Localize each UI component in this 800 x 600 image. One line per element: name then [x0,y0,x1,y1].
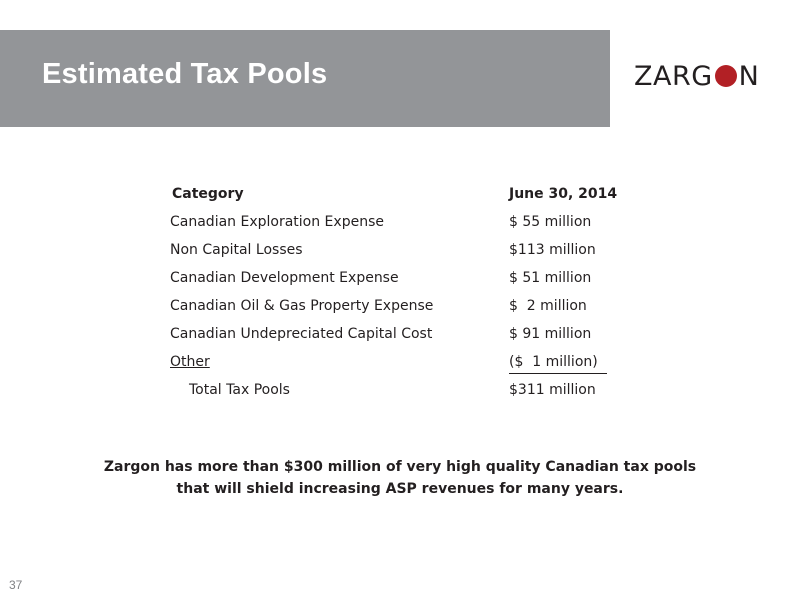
tax-pools-table [168,180,628,404]
slide-title: Estimated Tax Pools [42,58,328,90]
row-value: $ 51 million [509,270,592,286]
table-row [168,264,628,292]
row-category: Canadian Development Expense [170,270,399,286]
row-value: $ 55 million [509,214,592,230]
header-date: June 30, 2014 [509,186,618,202]
table-row [168,320,628,348]
row-category: Canadian Exploration Expense [170,214,384,230]
row-value [509,348,607,376]
total-label: Total Tax Pools [189,382,290,398]
summary-line-1: Zargon has more than $300 million of very high quality Canadian tax pools [103,459,697,475]
table-row [168,208,628,236]
row-category: Other [170,354,210,370]
header-category: Category [172,186,244,202]
logo-text-start: ZARG [634,60,713,92]
row-category: Canadian Oil & Gas Property Expense [170,298,434,314]
row-category: Canadian Undepreciated Capital Cost [170,326,433,342]
summary-line-2: that will shield increasing ASP revenues for many years. [176,481,624,497]
table-row [168,348,628,376]
row-value-underlined: ($ 1 million) [509,351,607,374]
row-value: $ 2 million [509,298,587,314]
row-value: $113 million [509,242,596,258]
row-category: Non Capital Losses [170,242,303,258]
table-row [168,236,628,264]
summary-statement [100,456,700,500]
total-value: $311 million [509,382,596,398]
table-row [168,292,628,320]
table-header-row [168,180,628,208]
page-number: 37 [9,578,23,592]
logo-red-dot-icon [715,65,737,87]
logo-text-end: N [738,60,760,92]
table-total-row [168,376,628,404]
zargon-logo [634,60,779,92]
row-value: $ 91 million [509,326,592,342]
